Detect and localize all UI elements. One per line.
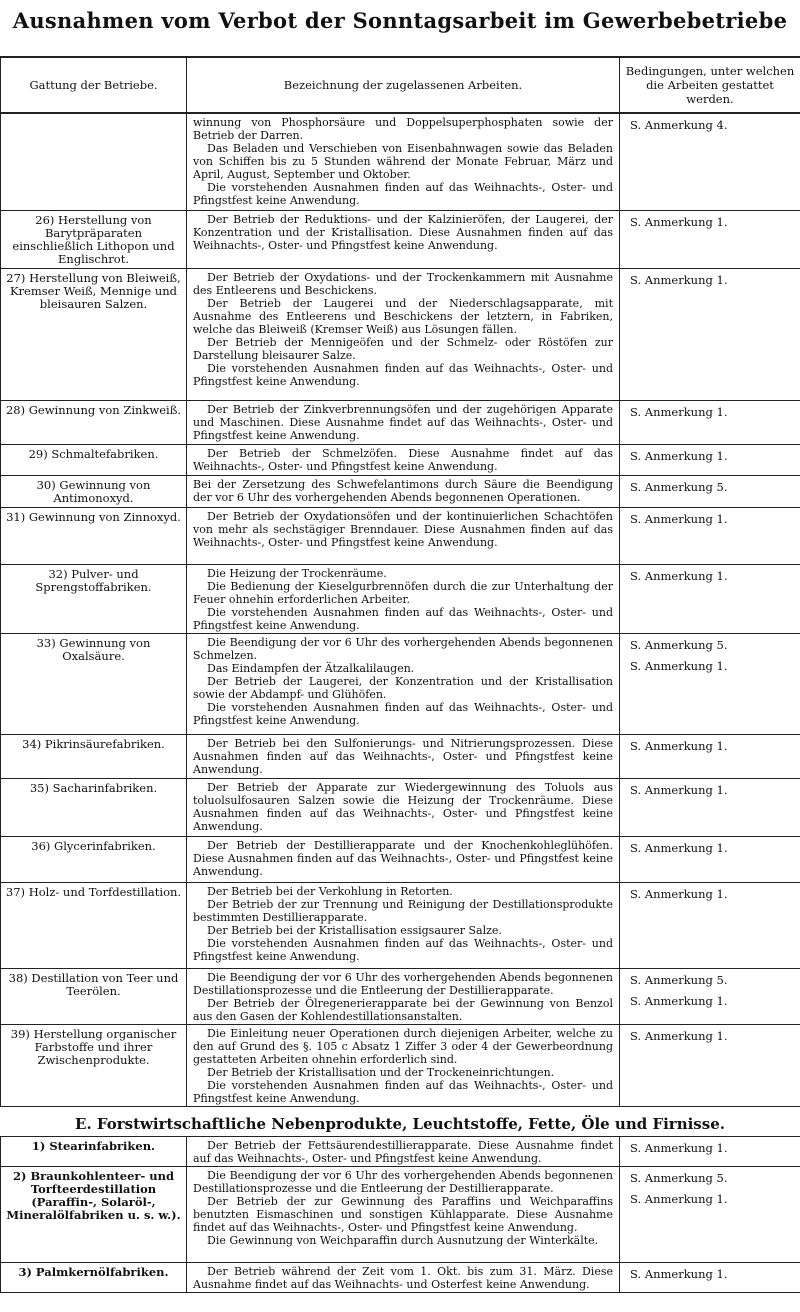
bedingung — [620, 1167, 800, 1263]
table-header-row — [1, 57, 800, 113]
paragraph: Der Betrieb der Zinkverbrennungsöfen und der zugehörigen Apparate und Maschinen. Diese Ausnahme findet auf das Weihnachts-, Oster- und Pfingstfest keine Anwendung. — [193, 402, 613, 442]
bedingung — [620, 113, 800, 210]
bedingung — [620, 968, 800, 1024]
betrieb-gattung: 26) Herstellung von Barytpräparaten einschließlich Lithopon und Englischrot. — [1, 210, 187, 268]
bedingung — [620, 836, 800, 882]
header-bedingungen: Bedingungen, unter welchen die Arbeiten gestattet werden. — [620, 57, 800, 113]
bedingung-text: S. Anmerkung 4. — [630, 118, 728, 132]
bedingung-text: S. Anmerkung 5. — [630, 637, 728, 652]
paragraph: Der Betrieb der zur Gewinnung des Paraffins und Weichparaffins benutzten Eismaschinen und sonstigen Kühlapparate. Diese Ausnahme findet auf das Weihnachts-, Oster- und Pfingstfest keine Anwendung. — [193, 1195, 613, 1234]
paragraph: Die vorstehenden Ausnahmen finden auf das Weihnachts-, Oster- und Pfingstfest keine Anwendung. — [193, 605, 613, 632]
paragraph: Die vorstehenden Ausnahmen finden auf das Weihnachts-, Oster- und Pfingstfest keine Anwendung. — [193, 700, 613, 727]
paragraph: Der Betrieb der Reduktions- und der Kalzinieröfen, der Laugerei, der Konzentration und der Kristallisation. Diese Ausnahmen finden auf das Weihnachts-, Oster- und Pfingstfest keine Anwendung. — [193, 212, 613, 252]
bedingung-text-2: S. Anmerkung 1. — [630, 658, 728, 673]
bedingung-text: S. Anmerkung 5. — [630, 972, 728, 987]
paragraph: Die vorstehenden Ausnahmen finden auf das Weihnachts-, Oster- und Pfingstfest keine Anwendung. — [193, 181, 613, 207]
paragraph: Die Gewinnung von Weichparaffin durch Ausnutzung der Winterkälte. — [207, 1234, 599, 1247]
header-bezeichnung: Bezeichnung der zugelassenen Arbeiten. — [187, 57, 620, 113]
arbeiten-bezeichnung — [187, 1263, 620, 1293]
paragraph: Die Beendigung der vor 6 Uhr des vorhergehenden Abends begonnenen Schmelzen. — [193, 635, 613, 662]
paragraph: Die vorstehenden Ausnahmen finden auf das Weihnachts-, Oster- und Pfingstfest keine Anwendung. — [193, 1078, 613, 1105]
table-row — [1, 507, 800, 564]
table-row — [1, 1024, 800, 1106]
bedingung — [620, 882, 800, 968]
arbeiten-bezeichnung — [187, 444, 620, 475]
betrieb-gattung: 35) Sacharinfabriken. — [1, 778, 187, 836]
paragraph: Der Betrieb der Laugerei, der Konzentration und der Kristallisation sowie der Abdampf- und Glühöfen. — [193, 674, 613, 701]
table-row — [1, 475, 800, 507]
bedingung-text: S. Anmerkung 1. — [630, 568, 728, 583]
betrieb-gattung: 32) Pulver- und Sprengstoffabriken. — [1, 564, 187, 633]
betrieb-gattung: 30) Gewinnung von Antimonoxyd. — [1, 475, 187, 507]
arbeiten-bezeichnung — [187, 882, 620, 968]
header-gattung: Gattung der Betriebe. — [1, 57, 187, 113]
bedingung-text-2: S. Anmerkung 1. — [630, 1192, 728, 1206]
table-row — [1, 836, 800, 882]
bedingung — [620, 1263, 800, 1293]
betrieb-gattung: 39) Herstellung organischer Farbstoffe und ihrer Zwischenprodukte. — [1, 1024, 187, 1106]
betrieb-gattung: 37) Holz- und Torfdestillation. — [1, 882, 187, 968]
paragraph: Der Betrieb der Oxydations- und der Trockenkammern mit Ausnahme des Entleerens und Beschickens. — [193, 270, 613, 297]
paragraph: Die Beendigung der vor 6 Uhr des vorhergehenden Abends begonnenen Destillationsprozesse und die Entleerung der Destillierapparate. — [193, 1169, 613, 1195]
paragraph: Der Betrieb der zur Trennung und Reinigung der Destillationsprodukte bestimmten Destillierapparate. — [193, 897, 613, 924]
bedingung — [620, 210, 800, 268]
paragraph: Der Betrieb der Mennigeöfen und der Schmelz- oder Röstöfen zur Darstellung bleisaurer Salze. — [193, 335, 613, 362]
bedingung-text: S. Anmerkung 1. — [630, 1267, 728, 1281]
table-row — [1, 1137, 800, 1167]
paragraph: Der Betrieb während der Zeit vom 1. Okt. bis zum 31. März. Diese Ausnahme findet auf das Weihnachts- und Osterfest keine Anwendung. — [193, 1265, 613, 1291]
section-e-table — [0, 1136, 800, 1293]
bedingung-text: S. Anmerkung 1. — [630, 1141, 728, 1155]
paragraph: winnung von Phosphorsäure und Doppelsuperphosphaten sowie der Betrieb der Darren. — [193, 116, 613, 142]
table-row — [1, 113, 800, 210]
betrieb-gattung: 38) Destillation von Teer und Teerölen. — [1, 968, 187, 1024]
bedingung-text: S. Anmerkung 1. — [630, 738, 728, 753]
paragraph: Der Betrieb der Apparate zur Wiedergewinnung des Toluols aus toluolsulfosauren Salzen sowie die Heizung der Trockenräume. Diese Ausnahmen finden auf das Weihnachts-, Oster- und Pfingstfest keine Anwendung. — [193, 780, 613, 833]
bedingung-text: S. Anmerkung 1. — [630, 511, 728, 526]
arbeiten-bezeichnung — [187, 836, 620, 882]
paragraph: Der Betrieb bei der Kristallisation essigsaurer Salze. — [207, 923, 502, 937]
betrieb-gattung: 3) Palmkernölfabriken. — [1, 1263, 187, 1293]
arbeiten-bezeichnung — [187, 968, 620, 1024]
table-row — [1, 734, 800, 778]
paragraph: Der Betrieb der Oxydationsöfen und der kontinuierlichen Schachtöfen von mehr als sechstägiger Brenndauer. Diese Ausnahmen finden auf das Weihnachts-, Oster- und Pfingstfest keine Anwendung. — [193, 509, 613, 549]
table-row — [1, 444, 800, 475]
table-row — [1, 268, 800, 400]
paragraph: Die Bedienung der Kieselgurbrennöfen durch die zur Unterhaltung der Feuer ohnehin erforderlichen Arbeiter. — [193, 579, 613, 606]
table-row — [1, 882, 800, 968]
bedingung-text: S. Anmerkung 5. — [630, 1171, 728, 1185]
bedingung — [620, 400, 800, 444]
arbeiten-bezeichnung — [187, 507, 620, 564]
arbeiten-bezeichnung — [187, 475, 620, 507]
arbeiten-bezeichnung — [187, 268, 620, 400]
bedingung-text: S. Anmerkung 1. — [630, 404, 728, 419]
paragraph: Der Betrieb der Schmelzöfen. Diese Ausnahme findet auf das Weihnachts-, Oster- und Pfingstfest keine Anwendung. — [193, 446, 613, 473]
betrieb-gattung: 27) Herstellung von Bleiweiß, Kremser Weiß, Mennige und bleisauren Salzen. — [1, 268, 187, 400]
betrieb-gattung: 2) Braunkohlenteer- und Torfteerdestillation (Paraffin-, Solaröl-, Mineralölfabriken u. s. w.). — [1, 1167, 187, 1263]
section-e-title: E. Forstwirtschaftliche Nebenprodukte, Leuchtstoffe, Fette, Öle und Firnisse. — [75, 1115, 725, 1133]
table-row — [1, 633, 800, 734]
bedingung-text-2: S. Anmerkung 1. — [630, 993, 728, 1008]
bedingung — [620, 633, 800, 734]
table-row — [1, 968, 800, 1024]
bedingung — [620, 1024, 800, 1106]
bedingung-text: S. Anmerkung 5. — [630, 479, 728, 494]
paragraph: Der Betrieb bei den Sulfonierungs- und Nitrierungsprozessen. Diese Ausnahmen finden auf das Weihnachts-, Oster- und Pfingstfest keine Anwendung. — [193, 736, 613, 776]
betrieb-gattung: 29) Schmaltefabriken. — [1, 444, 187, 475]
bedingung-text: S. Anmerkung 1. — [630, 272, 728, 287]
table-row — [1, 210, 800, 268]
betrieb-gattung: 33) Gewinnung von Oxalsäure. — [1, 633, 187, 734]
bedingung-text: S. Anmerkung 1. — [630, 886, 728, 901]
arbeiten-bezeichnung — [187, 633, 620, 734]
betrieb-gattung: 28) Gewinnung von Zinkweiß. — [1, 400, 187, 444]
paragraph: Das Eindampfen der Ätzalkalilaugen. — [207, 661, 415, 675]
arbeiten-bezeichnung — [187, 1167, 620, 1263]
paragraph: Die vorstehenden Ausnahmen finden auf das Weihnachts-, Oster- und Pfingstfest keine Anwendung. — [193, 936, 613, 963]
paragraph: Der Betrieb der Fettsäurendestillierapparate. Diese Ausnahme findet auf das Weihnachts-, Oster- und Pfingstfest keine Anwendung. — [193, 1139, 613, 1165]
table-row — [1, 1263, 800, 1293]
paragraph: Die Heizung der Trockenräume. — [207, 566, 387, 580]
paragraph: Die Beendigung der vor 6 Uhr des vorhergehenden Abends begonnenen Destillationsprozesse und die Entleerung der Destillierapparate. — [193, 970, 613, 997]
arbeiten-bezeichnung — [187, 564, 620, 633]
bedingung-text: S. Anmerkung 1. — [630, 782, 728, 797]
bedingung — [620, 268, 800, 400]
betrieb-gattung — [1, 113, 187, 210]
table-row — [1, 778, 800, 836]
arbeiten-bezeichnung — [187, 734, 620, 778]
bedingung — [620, 1137, 800, 1167]
bedingung-text: S. Anmerkung 1. — [630, 448, 728, 463]
bedingung — [620, 778, 800, 836]
paragraph: Der Betrieb der Destillierapparate und der Knochenkohleglühöfen. Diese Ausnahmen finden auf das Weihnachts-, Oster- und Pfingstfest keine Anwendung. — [193, 838, 613, 878]
bedingung — [620, 564, 800, 633]
betrieb-gattung: 1) Stearinfabriken. — [1, 1137, 187, 1167]
bedingung-text: S. Anmerkung 1. — [630, 1028, 728, 1043]
paragraph: Der Betrieb der Kristallisation und der Trockeneinrichtungen. — [207, 1065, 555, 1079]
paragraph: Der Betrieb der Laugerei und der Niederschlagsapparate, mit Ausnahme des Entleerens und Beschickens der letztern, in Fabriken, welche das Bleiweiß (Kremser Weiß) aus Lösungen fällen. — [193, 296, 613, 336]
arbeiten-bezeichnung — [187, 210, 620, 268]
betrieb-gattung: 36) Glycerinfabriken. — [1, 836, 187, 882]
arbeiten-bezeichnung — [187, 1137, 620, 1167]
table-row — [1, 564, 800, 633]
paragraph: Bei der Zersetzung des Schwefelantimons durch Säure die Beendigung der vor 6 Uhr des vorhergehenden Abends begonnenen Operationen. — [193, 477, 613, 504]
arbeiten-bezeichnung — [187, 400, 620, 444]
table-row — [1, 400, 800, 444]
page-title: Ausnahmen vom Verbot der Sonntagsarbeit im Gewerbebetriebe — [12, 8, 788, 33]
betrieb-gattung: 34) Pikrinsäurefabriken. — [1, 734, 187, 778]
paragraph: Der Betrieb bei der Verkohlung in Retorten. — [207, 884, 453, 898]
arbeiten-bezeichnung — [187, 1024, 620, 1106]
bedingung-text: S. Anmerkung 1. — [630, 214, 728, 229]
paragraph: Die Einleitung neuer Operationen durch diejenigen Arbeiter, welche zu den auf Grund des §. 105 c Absatz 1 Ziffer 3 oder 4 der Gewerbeordnung gestatteten Arbeiten ohnehin erforderlich sind. — [193, 1026, 613, 1066]
arbeiten-bezeichnung — [187, 778, 620, 836]
bedingung — [620, 507, 800, 564]
paragraph: Das Beladen und Verschieben von Eisenbahnwagen sowie das Beladen von Schiffen bis zu 5 Stunden während der Monate Februar, März und April, August, September und Oktober. — [193, 142, 613, 181]
bedingung — [620, 475, 800, 507]
arbeiten-bezeichnung — [187, 113, 620, 210]
bedingung-text: S. Anmerkung 1. — [630, 840, 728, 855]
paragraph: Der Betrieb der Ölregenerierapparate bei der Gewinnung von Benzol aus den Gasen der Kohlendestillationsanstalten. — [193, 996, 613, 1023]
bedingung — [620, 734, 800, 778]
section-e-body — [1, 1137, 800, 1293]
exceptions-table — [0, 56, 800, 1107]
bedingung — [620, 444, 800, 475]
betrieb-gattung: 31) Gewinnung von Zinnoxyd. — [1, 507, 187, 564]
table-row — [1, 1167, 800, 1263]
table-body — [1, 113, 800, 1106]
paragraph: Die vorstehenden Ausnahmen finden auf das Weihnachts-, Oster- und Pfingstfest keine Anwendung. — [193, 361, 613, 388]
